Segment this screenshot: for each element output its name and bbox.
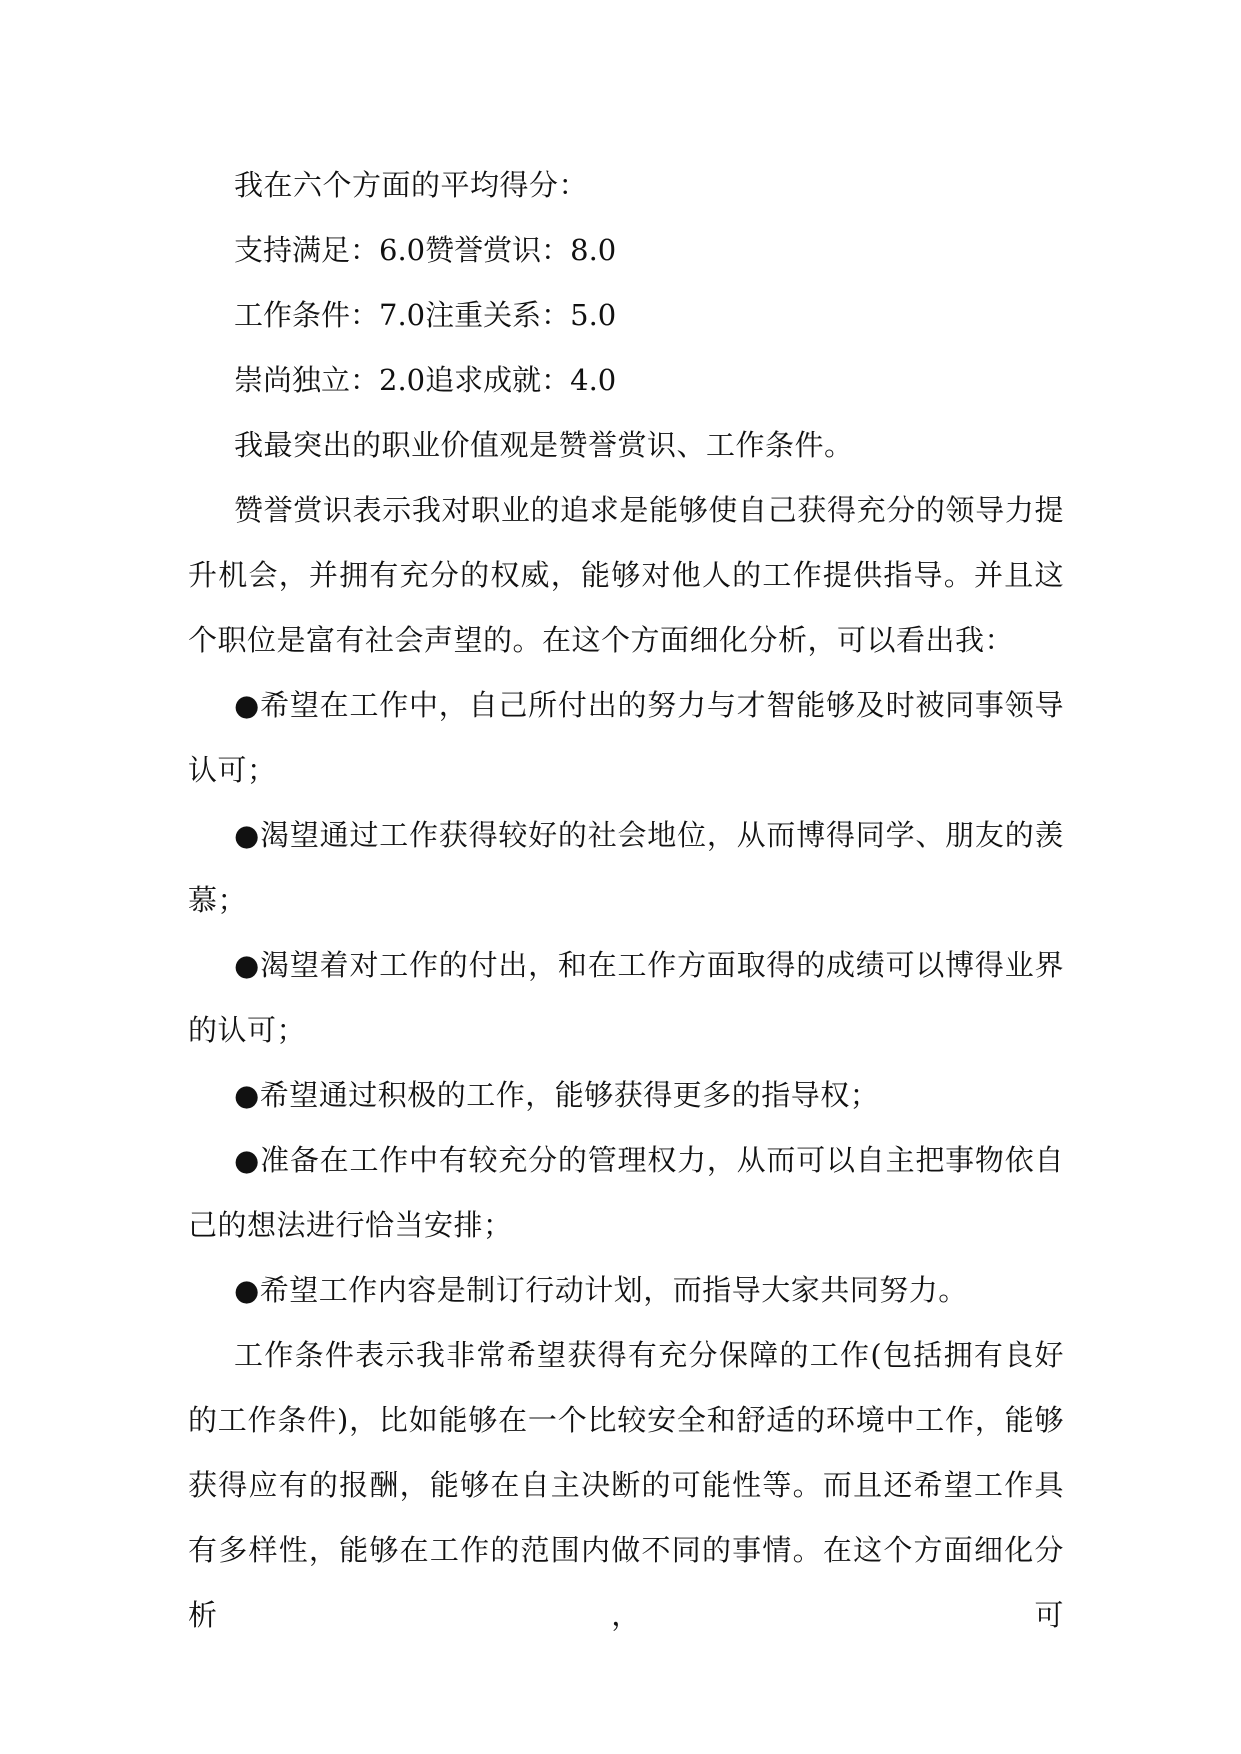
score-line-2: 工作条件：7.0注重关系：5.0 xyxy=(234,298,617,332)
recognition-bullet-3: ●渴望着对工作的付出，和在工作方面取得的成绩可以博得业界的认可； xyxy=(188,948,1064,1047)
recognition-bullet-2: ●渴望通过工作获得较好的社会地位，从而博得同学、朋友的羡慕； xyxy=(188,818,1064,917)
recognition-intro-paragraph: 赞誉赏识表示我对职业的追求是能够使自己获得充分的领导力提升机会，并拥有充分的权威，能够对他人的工作提供指导。并且这个职位是富有社会声望的。在这个方面细化分析，可以看出我： xyxy=(188,493,1064,657)
conditions-intro-paragraph: 工作条件表示我非常希望获得有充分保障的工作(包括拥有良好的工作条件)，比如能够在一个比较安全和舒适的环境中工作，能够获得应有的报酬，能够在自主决断的可能性等。而且还希望工作具有多样性，能够在工作的范围内做不同的事情。在这个方面细化分析，可 xyxy=(188,1338,1064,1632)
recognition-bullet-6: ●希望工作内容是制订行动计划，而指导大家共同努力。 xyxy=(234,1273,968,1307)
top-values-paragraph: 我最突出的职业价值观是赞誉赏识、工作条件。 xyxy=(234,428,854,462)
score-line-1: 支持满足：6.0赞誉赏识：8.0 xyxy=(234,233,617,267)
recognition-bullet-1: ●希望在工作中，自己所付出的努力与才智能够及时被同事领导认可； xyxy=(188,688,1064,787)
document-page xyxy=(188,153,1064,1648)
recognition-bullet-5: ●准备在工作中有较充分的管理权力，从而可以自主把事物依自己的想法进行恰当安排； xyxy=(188,1143,1064,1242)
recognition-bullet-4: ●希望通过积极的工作，能够获得更多的指导权； xyxy=(234,1078,880,1112)
score-line-3: 崇尚独立：2.0追求成就：4.0 xyxy=(234,363,617,397)
scores-heading: 我在六个方面的平均得分： xyxy=(234,168,589,202)
